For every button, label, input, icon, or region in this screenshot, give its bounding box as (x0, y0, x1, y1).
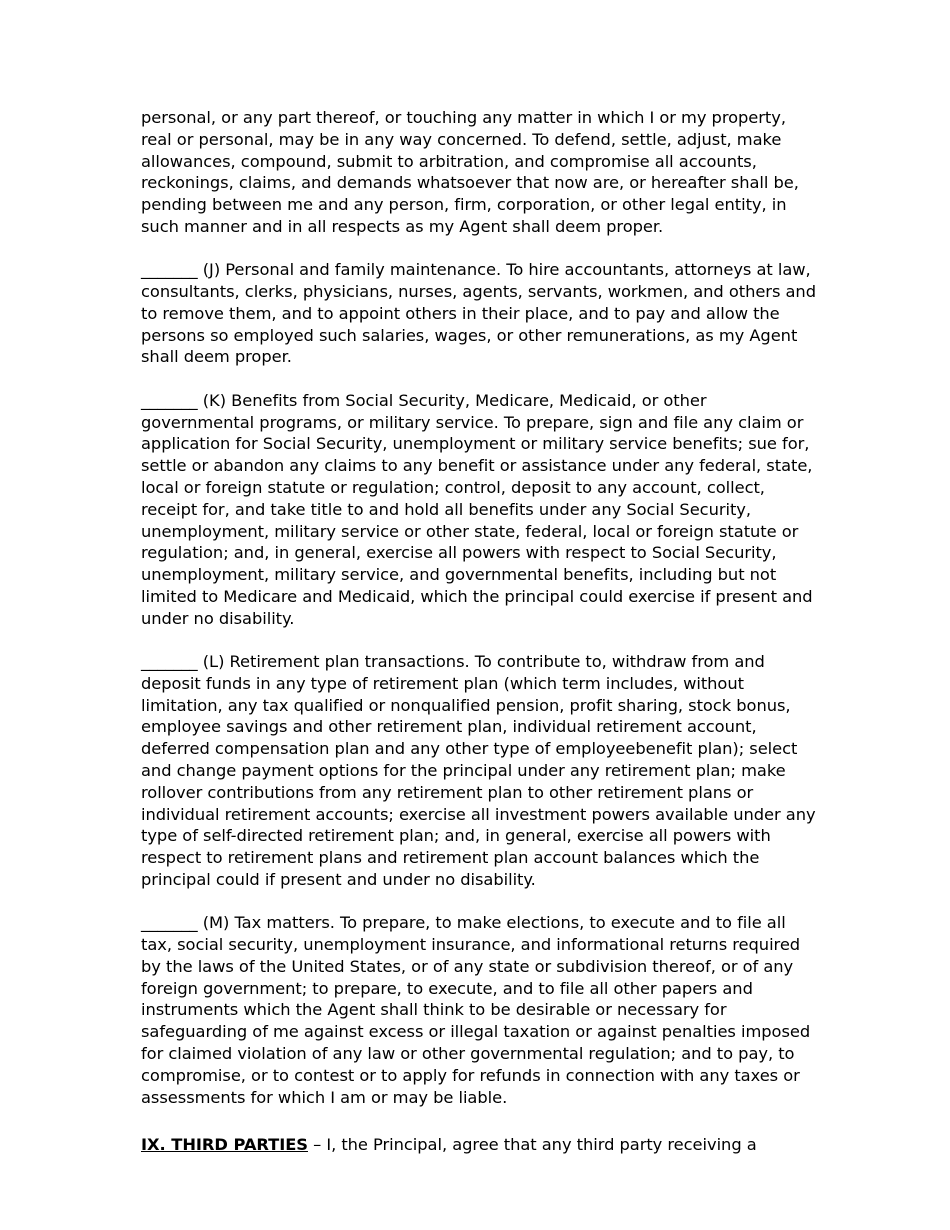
section-ix-text: – I, the Principal, agree that any third party receiving a (307, 1135, 757, 1155)
section-ix-heading: IX. THIRD PARTIES (141, 1135, 308, 1155)
paragraph-k-government-benefits: _______ (K) Benefits from Social Security, Medicare, Medicaid, or other governmental programs, or military service. To prepare, sign and file any claim or application for Social Security, unemployment or military service benefits; sue for, settle or abandon any claims to any benefit or assistance under any federal, state, local or foreign statute or regulation; control, deposit to any account, collect, receipt for, and take title to and hold all benefits under any Social Security, unemployment, military service or other state, federal, local or foreign statute or regulation; and, in general, exercise all powers with respect to Social Security, unemployment, military service, and governmental benefits, including but not limited to Medicare and Medicaid, which the principal could exercise if present and under no disability. (141, 390, 813, 628)
paragraph-l-retirement-plan: _______ (L) Retirement plan transactions. To contribute to, withdraw from and deposit funds in any type of retirement plan (which term includes, without limitation, any tax qualified or nonqualified pension, profit sharing, stock bonus, employee savings and other retirement plan, individual retirement account, deferred compensation plan and any other type of employeebenefit plan); select and change payment options for the principal under any retirement plan; make rollover contributions from any retirement plan to other retirement plans or individual retirement accounts; exercise all investment powers available under any type of self-directed retirement plan; and, in general, exercise all powers with respect to retirement plans and retirement plan account balances which the principal could if present and under no disability. (141, 652, 816, 889)
paragraph-j-personal-family-maintenance: _______ (J) Personal and family maintenance. To hire accountants, attorneys at law, consultants, clerks, physicians, nurses, agents, servants, workmen, and others and to remove them, and to appoint others in their place, and to pay and allow the persons so employed such salaries, wages, or other remunerations, as my Agent shall deem proper. (141, 260, 816, 367)
document-page (141, 107, 817, 1156)
section-ix-third-parties (141, 1134, 817, 1156)
paragraph-i-continued: personal, or any part thereof, or touching any matter in which I or my property, real or personal, may be in any way concerned. To defend, settle, adjust, make allowances, compound, submit to arbitration, and compromise all accounts, reckonings, claims, and demands whatsoever that now are, or hereafter shall be, pending between me and any person, firm, corporation, or other legal entity, in such manner and in all respects as my Agent shall deem proper. (141, 108, 799, 236)
paragraph-m-tax-matters: _______ (M) Tax matters. To prepare, to make elections, to execute and to file all tax, social security, unemployment insurance, and informational returns required by the laws of the United States, or of any state or subdivision thereof, or of any foreign government; to prepare, to execute, and to file all other papers and instruments which the Agent shall think to be desirable or necessary for safeguarding of me against excess or illegal taxation or against penalties imposed for claimed violation of any law or other governmental regulation; and to pay, to compromise, or to contest or to apply for refunds in connection with any taxes or assessments for which I am or may be liable. (141, 913, 811, 1107)
